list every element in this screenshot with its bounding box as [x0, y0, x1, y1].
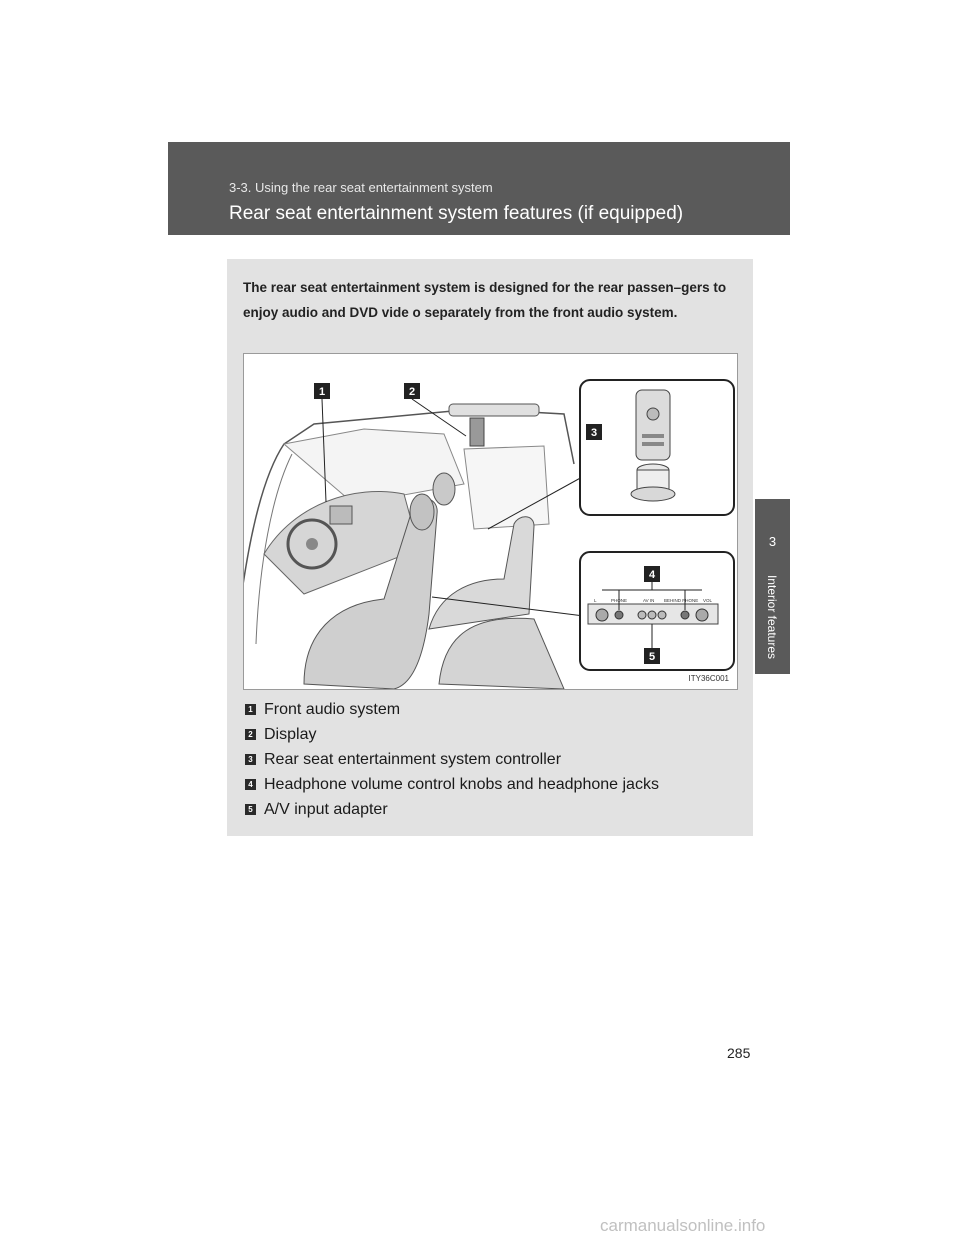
legend-badge: 2 [245, 729, 256, 740]
content-panel [227, 259, 753, 836]
callout-number: 1 [318, 386, 326, 398]
jack-label: AV IN [643, 598, 655, 603]
page-number: 285 [727, 1045, 751, 1061]
callout-number: 4 [648, 569, 656, 581]
jack-label: BEHIND PHONE [664, 598, 699, 603]
legend-label: Front audio system [264, 701, 401, 718]
legend-badge: 5 [245, 804, 256, 815]
legend-label: Headphone volume control knobs and headphone jacks [264, 776, 659, 793]
section-heading: 3-3. Using the rear seat entertainment system [229, 180, 493, 195]
legend-label: Rear seat entertainment system controller [264, 751, 562, 768]
callout-number: 5 [648, 651, 656, 663]
legend-badge: 1 [245, 704, 256, 715]
car-interior-drawing [244, 354, 737, 689]
jack-label: VOL [703, 598, 713, 603]
legend-badge: 4 [245, 779, 256, 790]
watermark: carmanualsonline.info [600, 1216, 766, 1235]
page-title: Rear seat entertainment system features (if equipped) [229, 203, 684, 224]
figure-code: ITY36C001 [688, 674, 729, 683]
chapter-label: Interior features [765, 574, 779, 660]
legend-label: A/V input adapter [264, 801, 388, 818]
chapter-side-tab[interactable] [755, 499, 790, 674]
interior-illustration [243, 353, 738, 690]
legend-badge: 3 [245, 754, 256, 765]
callout-number: 3 [590, 427, 598, 439]
chapter-number: 3 [768, 534, 777, 549]
chapter-header [168, 142, 790, 235]
jack-label: PHONE [611, 598, 628, 603]
intro-paragraph: The rear seat entertainment system is designed for the rear passen–gers to enjoy audio and DVD vide o separately from the front audio system. [243, 280, 727, 320]
callout-number: 2 [408, 386, 416, 398]
jack-label: L [594, 598, 597, 603]
legend-label: Display [264, 726, 317, 743]
